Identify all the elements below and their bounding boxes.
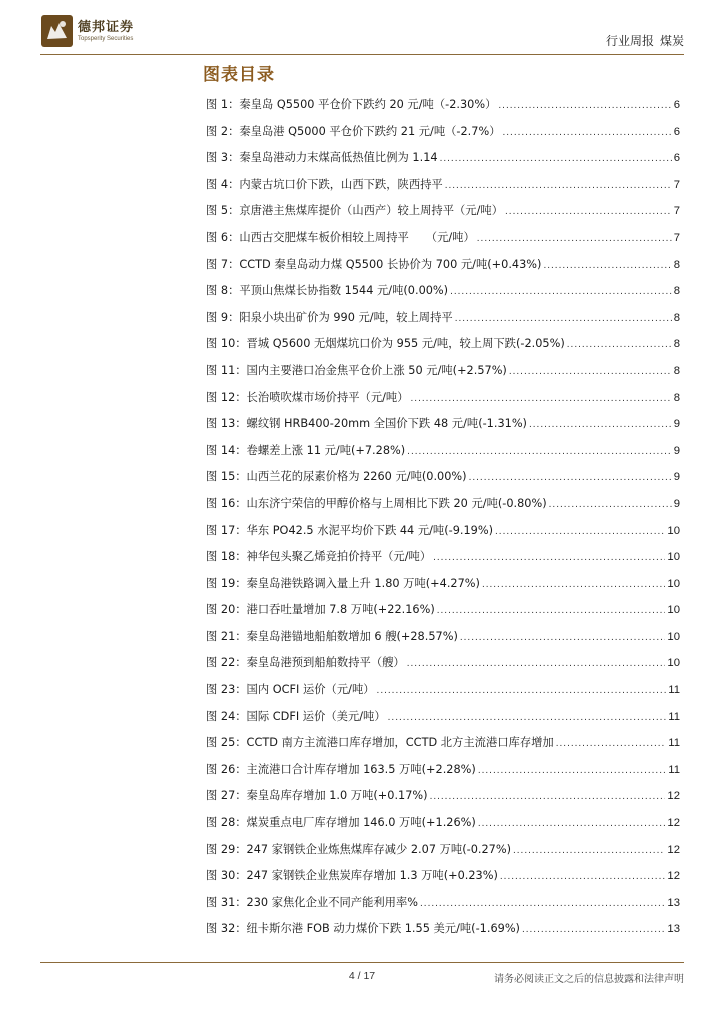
toc-entry-page: 12: [667, 817, 680, 830]
toc-entry-page: 10: [667, 551, 680, 564]
toc-entry[interactable]: [206, 335, 680, 362]
toc-entry-title: 图 21：秦皇岛港锚地船舶数增加 6 艘(+28.57%): [206, 629, 458, 643]
toc-entry-title: 图 30：247 家钢铁企业焦炭库存增加 1.3 万吨(+0.23%): [206, 869, 498, 883]
toc-leader-dots: [478, 765, 666, 776]
toc-leader-dots: [377, 685, 667, 696]
toc-entry-title: 图 14：卷螺差上涨 11 元/吨(+7.28%): [206, 443, 406, 457]
toc-entry-page: 6: [673, 125, 680, 138]
toc-entry-page: 11: [668, 684, 680, 697]
toc-leader-dots: [500, 871, 666, 882]
toc-entry-title: 图 1：秦皇岛 Q5500 平仓价下跌约 20 元/吨（-2.30%）: [206, 98, 497, 111]
toc-entry-title: 图 9：阳泉小块出矿价为 990 元/吨，较上周持平: [206, 310, 453, 324]
toc-entry[interactable]: [206, 282, 680, 309]
toc-entry[interactable]: [206, 841, 680, 868]
toc-leader-dots: [469, 472, 672, 483]
toc-entry-title: 图 12：长治喷吹煤市场价持平（元/吨）: [206, 390, 409, 404]
logo-name-en: Topsperity Securities: [78, 35, 134, 42]
toc-entry-title: 图 10：晋城 Q5600 无烟煤坑口价为 955 元/吨，较上周下跌(-2.05%): [206, 337, 565, 351]
toc-entry-title: 图 28：煤炭重点电厂库存增加 146.0 万吨(+1.26%): [206, 816, 476, 830]
toc-entry-page: 13: [667, 923, 680, 936]
toc-entry-title: 图 24：国际 CDFI 运价（美元/吨）: [206, 709, 386, 723]
toc-entry-title: 图 11：国内主要港口冶金焦平仓价上涨 50 元/吨(+2.57%): [206, 363, 507, 377]
toc-entry-page: 8: [673, 364, 680, 377]
toc-entry-page: 10: [667, 604, 680, 617]
toc-leader-dots: [460, 632, 666, 643]
toc-leader-dots: [477, 233, 672, 244]
toc-leader-dots: [407, 446, 672, 457]
toc-entry-page: 8: [673, 285, 680, 298]
toc-entry[interactable]: [206, 123, 680, 150]
toc-entry-title: 图 32：纽卡斯尔港 FOB 动力煤价下跌 1.55 美元/吨(-1.69%): [206, 922, 520, 936]
toc-entry-page: 7: [673, 205, 680, 218]
toc-entry-page: 12: [667, 870, 680, 883]
toc-entry-title: 图 16：山东济宁荣信的甲醇价格与上周相比下跌 20 元/吨(-0.80%): [206, 496, 547, 510]
toc-entry-title: 图 13：螺纹钢 HRB400-20mm 全国价下跌 48 元/吨(-1.31%): [206, 417, 527, 431]
toc-entry-title: 图 6：山西古交肥煤车板价相较上周持平 （元/吨）: [206, 230, 475, 244]
toc-leader-dots: [556, 738, 667, 749]
toc-leader-dots: [495, 526, 665, 537]
toc-entry[interactable]: [206, 229, 680, 256]
toc-entry-title: 图 18：神华包头聚乙烯竞拍价持平（元/吨）: [206, 550, 432, 564]
toc-entry-page: 12: [667, 843, 680, 856]
toc-leader-dots: [549, 499, 672, 510]
toc-entry[interactable]: [206, 468, 680, 495]
toc-entry-title: 图 25：CCTD 南方主流港口库存增加，CCTD 北方主流港口库存增加: [206, 736, 554, 750]
toc-leader-dots: [450, 286, 672, 297]
toc-entry-page: 11: [668, 763, 680, 776]
toc-leader-dots: [455, 313, 672, 324]
header-divider: [40, 54, 684, 55]
toc-entry[interactable]: [206, 149, 680, 176]
page-number: 4 / 17: [348, 970, 376, 982]
toc-entry[interactable]: [206, 256, 680, 283]
toc-entry[interactable]: [206, 681, 680, 708]
toc-entry[interactable]: [206, 761, 680, 788]
logo-mark-icon: [40, 14, 74, 48]
toc-entry-page: 7: [673, 178, 680, 191]
toc-entry-page: 9: [673, 418, 680, 431]
toc-entry[interactable]: [206, 920, 680, 947]
toc-leader-dots: [478, 818, 666, 829]
toc-entry-page: 11: [668, 737, 680, 750]
toc-entry-title: 图 29：247 家钢铁企业炼焦煤库存减少 2.07 万吨(-0.27%): [206, 842, 511, 856]
toc-entry-page: 6: [673, 152, 680, 165]
report-type: 行业周报: [605, 34, 654, 48]
toc-entry-page: 10: [667, 630, 680, 643]
toc-leader-dots: [498, 100, 671, 111]
toc-entry[interactable]: [206, 389, 680, 416]
toc-entry-page: 13: [667, 896, 680, 909]
toc-entry-page: 8: [673, 258, 680, 271]
report-category: [606, 32, 684, 49]
toc-list: [206, 96, 680, 947]
toc-leader-dots: [407, 658, 666, 669]
toc-entry[interactable]: [206, 894, 680, 921]
toc-entry-page: 10: [667, 577, 680, 590]
toc-leader-dots: [509, 366, 672, 377]
toc-entry-page: 10: [667, 657, 680, 670]
toc-entry-page: 8: [673, 338, 680, 351]
toc-entry-title: 图 31：230 家焦化企业不同产能利用率%: [206, 895, 419, 909]
toc-entry-page: 7: [673, 231, 680, 244]
toc-entry[interactable]: [206, 628, 680, 655]
toc-entry[interactable]: [206, 522, 680, 549]
footer-divider: [40, 962, 684, 963]
toc-entry-page: 8: [673, 311, 680, 324]
toc-entry-page: 9: [673, 471, 680, 484]
toc-leader-dots: [513, 845, 665, 856]
legal-disclaimer: 请务必阅读正文之后的信息披露和法律声明: [494, 974, 684, 985]
toc-entry-title: 图 3：秦皇岛港动力末煤高低热值比例为 1.14: [206, 151, 438, 165]
toc-leader-dots: [433, 552, 665, 563]
toc-entry[interactable]: [206, 96, 680, 123]
toc-entry[interactable]: [206, 309, 680, 336]
toc-leader-dots: [503, 127, 672, 138]
toc-entry[interactable]: [206, 176, 680, 203]
toc-leader-dots: [529, 419, 672, 430]
toc-leader-dots: [420, 898, 665, 909]
toc-entry-title: 图 8：平顶山焦煤长协指数 1544 元/吨(0.00%): [206, 284, 449, 298]
toc-title: 图表目录: [203, 65, 275, 85]
toc-entry-page: 9: [673, 444, 680, 457]
toc-leader-dots: [445, 180, 672, 191]
toc-entry-title: 图 2：秦皇岛港 Q5000 平仓价下跌约 21 元/吨（-2.7%）: [206, 124, 501, 138]
toc-entry-title: 图 17：华东 PO42.5 水泥平均价下跌 44 元/吨(-9.19%): [206, 523, 494, 537]
toc-entry[interactable]: [206, 575, 680, 602]
toc-entry[interactable]: [206, 787, 680, 814]
toc-entry[interactable]: [206, 442, 680, 469]
toc-entry-page: 11: [668, 710, 680, 723]
toc-leader-dots: [440, 153, 672, 164]
toc-entry-title: 图 7：CCTD 秦皇岛动力煤 Q5500 长协价为 700 元/吨(+0.43%): [206, 257, 542, 271]
toc-entry-page: 6: [673, 99, 680, 111]
toc-entry-title: 图 4：内蒙古坑口价下跌，山西下跌，陕西持平: [206, 177, 443, 191]
toc-entry-title: 图 23：国内 OCFI 运价（元/吨）: [206, 683, 375, 697]
toc-entry-title: 图 20：港口吞吐量增加 7.8 万吨(+22.16%): [206, 603, 435, 617]
toc-leader-dots: [482, 579, 665, 590]
toc-entry[interactable]: [206, 867, 680, 894]
toc-entry[interactable]: [206, 708, 680, 735]
toc-entry-title: 图 26：主流港口合计库存增加 163.5 万吨(+2.28%): [206, 762, 476, 776]
toc-entry[interactable]: [206, 601, 680, 628]
toc-leader-dots: [388, 712, 667, 723]
toc-leader-dots: [543, 260, 671, 271]
toc-leader-dots: [411, 393, 672, 404]
toc-leader-dots: [437, 605, 666, 616]
toc-entry-title: 图 19：秦皇岛港铁路调入量上升 1.80 万吨(+4.27%): [206, 576, 480, 590]
toc-leader-dots: [505, 206, 672, 217]
toc-entry-title: 图 22：秦皇岛港预到船舶数持平（艘）: [206, 656, 405, 670]
toc-entry[interactable]: [206, 415, 680, 442]
toc-entry[interactable]: [206, 654, 680, 681]
toc-entry[interactable]: [206, 495, 680, 522]
toc-entry-title: 图 27：秦皇岛库存增加 1.0 万吨(+0.17%): [206, 789, 428, 803]
toc-leader-dots: [522, 924, 665, 935]
toc-entry[interactable]: [206, 362, 680, 389]
report-sector: 煤炭: [659, 34, 684, 48]
company-logo: [40, 14, 134, 48]
toc-entry-page: 8: [673, 391, 680, 404]
toc-entry-title: 图 15：山西兰花的尿素价格为 2260 元/吨(0.00%): [206, 470, 467, 484]
toc-entry[interactable]: [206, 734, 680, 761]
toc-leader-dots: [430, 791, 666, 802]
logo-name-cn: 德邦证券: [78, 19, 135, 35]
toc-entry[interactable]: [206, 814, 680, 841]
toc-entry-title: 图 5：京唐港主焦煤库提价（山西产）较上周持平（元/吨）: [206, 204, 504, 218]
toc-entry[interactable]: [206, 548, 680, 575]
toc-entry-page: 9: [673, 497, 680, 510]
toc-leader-dots: [567, 339, 672, 350]
page-header: [0, 0, 724, 60]
toc-entry-page: 10: [667, 524, 680, 537]
toc-entry-page: 12: [667, 790, 680, 803]
toc-entry[interactable]: [206, 202, 680, 229]
